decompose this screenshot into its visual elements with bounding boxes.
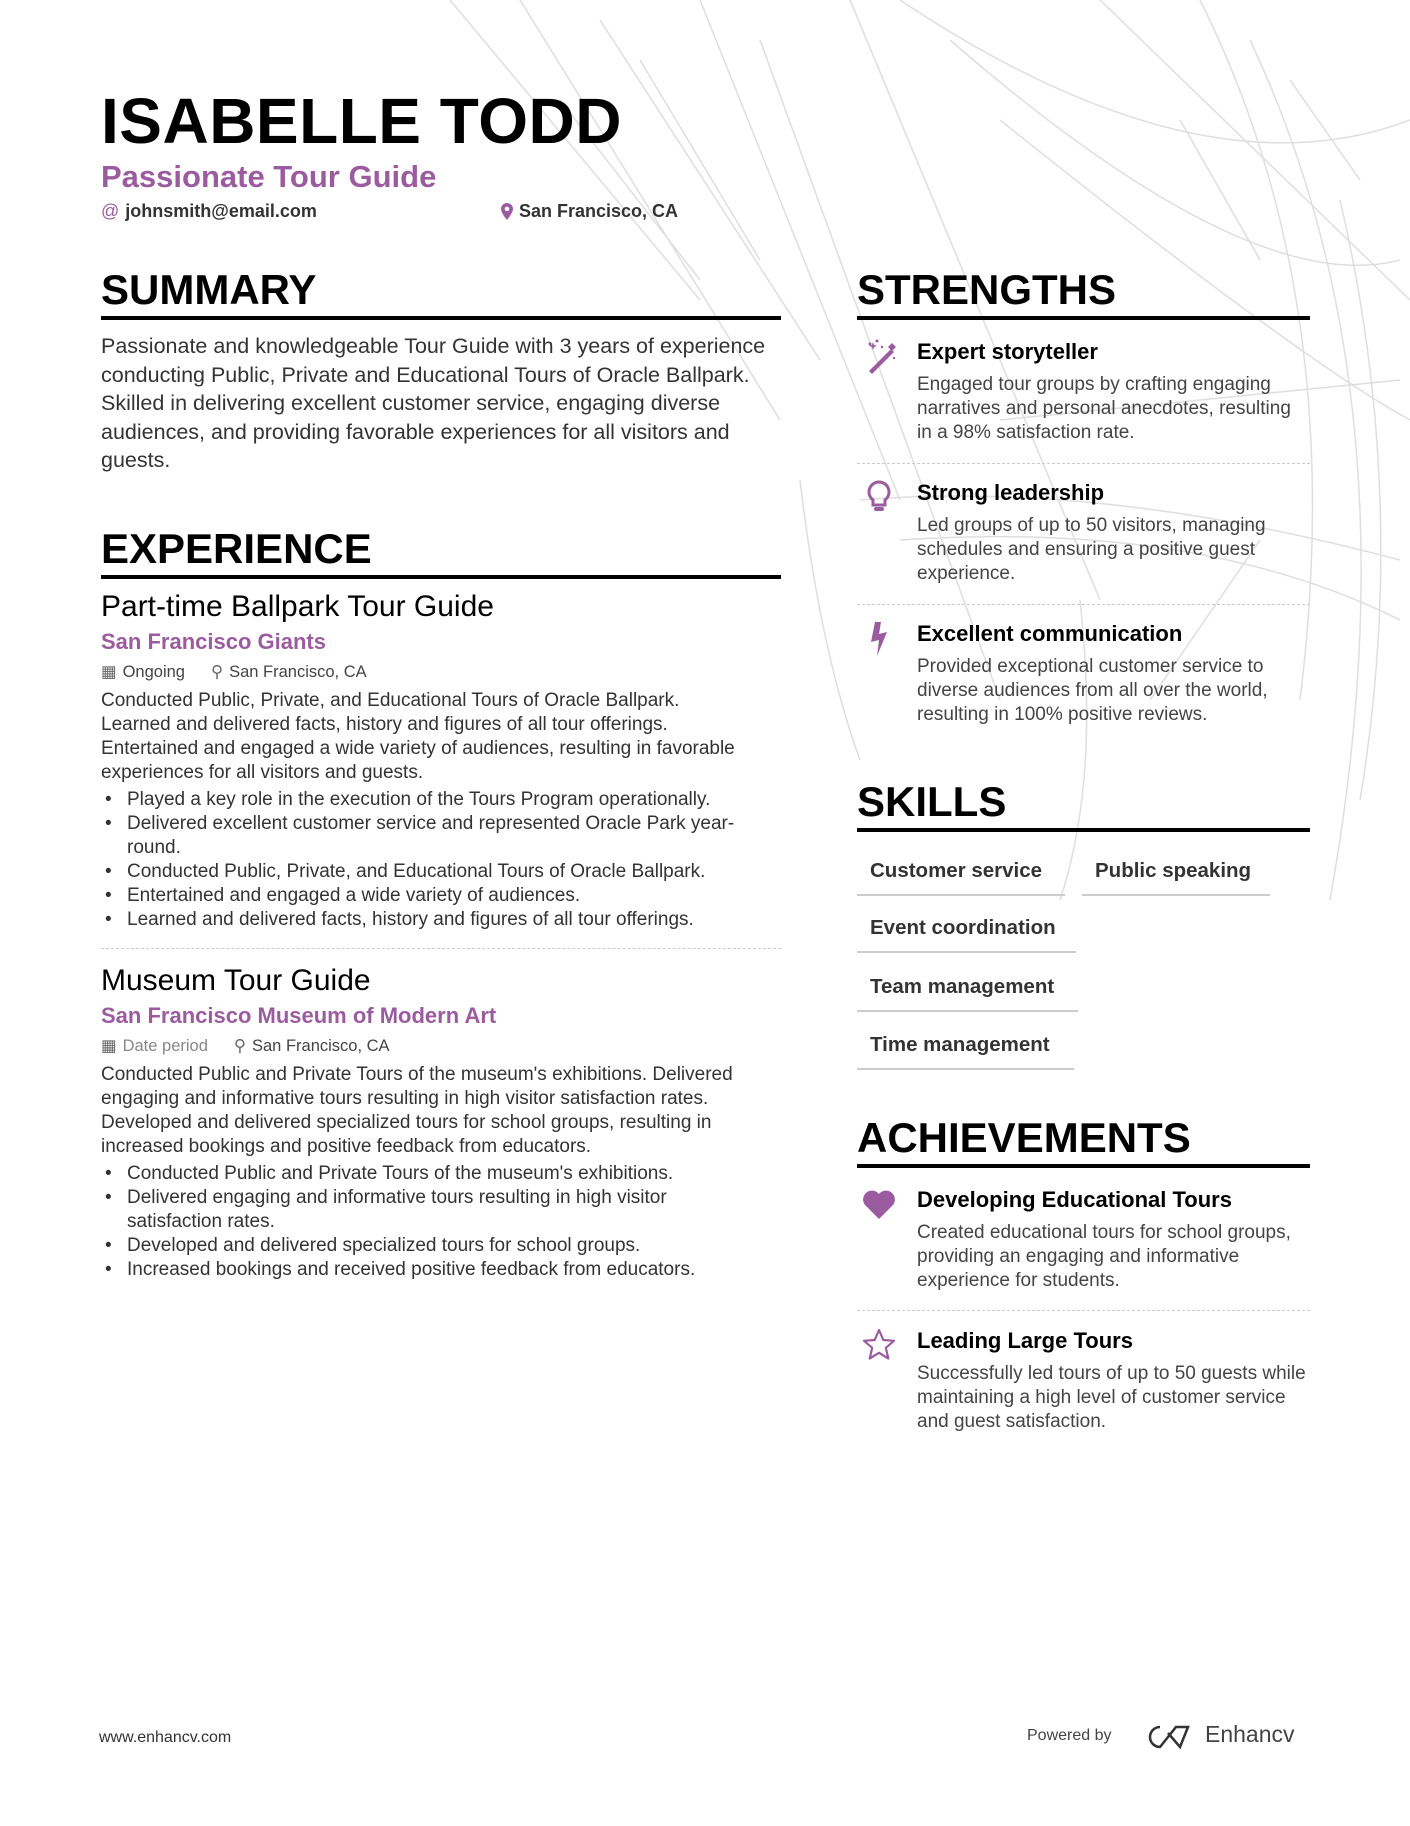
heart-icon xyxy=(861,1186,897,1222)
candidate-title: Passionate Tour Guide xyxy=(101,159,437,194)
powered-by-label: Powered by xyxy=(1027,1727,1112,1744)
magic-wand-icon xyxy=(861,338,897,374)
achievement-item xyxy=(857,1186,1310,1293)
bullet-item: • Developed and delivered specialized tours for school groups. xyxy=(101,1234,741,1258)
enhancv-brand[interactable]: Enhancv xyxy=(1205,1721,1295,1747)
job-date: Date period xyxy=(122,1037,208,1055)
email-contact[interactable] xyxy=(101,201,317,222)
job-location: San Francisco, CA xyxy=(229,663,367,681)
skill-tag: Public speaking xyxy=(1082,858,1270,896)
bullet-item: • Delivered engaging and informative tours resulting in high visitor satisfaction rates. xyxy=(101,1186,741,1234)
candidate-name: ISABELLE TODD xyxy=(101,85,622,157)
strength-item xyxy=(857,479,1310,586)
location-pin-icon: ⚲ xyxy=(233,1037,246,1055)
strength-description: Engaged tour groups by crafting engaging narratives and personal anecdotes, resulting in a 98% satisfaction rate. xyxy=(917,374,1291,443)
lightning-icon xyxy=(861,620,897,656)
skill-tag: Event coordination xyxy=(857,915,1076,953)
experience-section xyxy=(101,525,781,1282)
skill-tag: Team management xyxy=(857,974,1078,1012)
divider xyxy=(857,1310,1310,1311)
enhancv-logo-icon xyxy=(1146,1723,1194,1751)
bullet-item: • Played a key role in the execution of the Tours Program operationally. xyxy=(101,788,781,812)
bullet-item: • Increased bookings and received positive feedback from educators. xyxy=(101,1258,781,1282)
divider xyxy=(857,463,1310,464)
achievements-heading: ACHIEVEMENTS xyxy=(857,1114,1310,1168)
footer-website[interactable]: www.enhancv.com xyxy=(99,1729,232,1746)
job-title: Part-time Ballpark Tour Guide xyxy=(101,590,494,623)
job-meta xyxy=(101,1035,781,1057)
bullet-item: • Delivered excellent customer service and represented Oracle Park year-round. xyxy=(101,812,771,860)
job-bullets xyxy=(101,1162,741,1282)
job-description: Conducted Public, Private, and Educational Tours of Oracle Ballpark. Learned and delivered facts, history and figures of all tour offerings. Entertained and engaged a wide variety of audiences, resulting in favorable experiences for all visitors and guests. xyxy=(101,690,735,783)
job-description: Conducted Public and Private Tours of the museum's exhibitions. Delivered engaging and informative tours resulting in high visitor satisfaction rates. Developed and delivered specialized tours for school groups, resulting in increased bookings and positive feedback from educators. xyxy=(101,1064,733,1157)
summary-heading: SUMMARY xyxy=(101,266,781,320)
bullet-item: • Conducted Public, Private, and Educational Tours of Oracle Ballpark. xyxy=(101,860,781,884)
skill-tag: Time management xyxy=(857,1032,1074,1070)
strength-description: Led groups of up to 50 visitors, managing schedules and ensuring a positive guest experience. xyxy=(917,515,1266,584)
job-bullets xyxy=(101,788,781,932)
strength-title: Strong leadership xyxy=(917,480,1105,505)
strength-title: Excellent communication xyxy=(917,621,1183,646)
achievements-section xyxy=(857,1114,1310,1464)
strength-item xyxy=(857,620,1310,727)
job-title: Museum Tour Guide xyxy=(101,964,371,997)
bullet-item: • Learned and delivered facts, history and figures of all tour offerings. xyxy=(101,908,781,932)
calendar-icon: ▦ xyxy=(101,663,117,681)
job-entry xyxy=(101,589,781,932)
experience-heading: EXPERIENCE xyxy=(101,525,781,579)
achievement-title: Developing Educational Tours xyxy=(917,1187,1232,1212)
strength-item xyxy=(857,338,1310,445)
achievement-item xyxy=(857,1327,1310,1434)
bullet-item: • Conducted Public and Private Tours of the museum's exhibitions. xyxy=(101,1162,741,1186)
job-location: San Francisco, CA xyxy=(252,1037,390,1055)
skill-tag: Customer service xyxy=(857,858,1065,896)
achievement-description: Created educational tours for school groups, providing an engaging and informative experience for students. xyxy=(917,1222,1291,1291)
achievement-title: Leading Large Tours xyxy=(917,1328,1133,1353)
strengths-section xyxy=(857,266,1310,766)
company-name: San Francisco Giants xyxy=(101,629,326,654)
lightbulb-icon xyxy=(861,479,897,515)
location-pin-icon: ⚲ xyxy=(210,663,224,681)
location-contact xyxy=(501,201,678,222)
strength-description: Provided exceptional customer service to diverse audiences from all over the world, resulting in 100% positive reviews. xyxy=(917,656,1268,725)
achievement-description: Successfully led tours of up to 50 guests while maintaining a high level of customer service and guest satisfaction. xyxy=(917,1363,1306,1432)
location-pin-icon xyxy=(501,203,513,220)
strength-title: Expert storyteller xyxy=(917,339,1098,364)
at-icon: @ xyxy=(101,201,120,221)
divider xyxy=(101,948,781,949)
bullet-item: • Entertained and engaged a wide variety of audiences. xyxy=(101,884,781,908)
location-text: San Francisco, CA xyxy=(519,201,679,221)
summary-section xyxy=(101,266,781,475)
star-icon xyxy=(861,1327,897,1363)
strengths-heading: STRENGTHS xyxy=(857,266,1310,320)
calendar-icon: ▦ xyxy=(101,1037,117,1055)
skills-section xyxy=(857,778,1310,1078)
job-entry xyxy=(101,963,781,1282)
email-text: johnsmith@email.com xyxy=(125,201,317,221)
job-date: Ongoing xyxy=(122,663,185,681)
divider xyxy=(857,604,1310,605)
summary-text: Passionate and knowledgeable Tour Guide with 3 years of experience conducting Public, Private and Educational Tours of Oracle Ballpark. Skilled in delivering excellent customer service, engaging diverse audiences, and providing favorable experiences for all visitors and guests. xyxy=(101,334,766,472)
skills-heading: SKILLS xyxy=(857,778,1310,832)
company-name: San Francisco Museum of Modern Art xyxy=(101,1003,497,1028)
job-meta xyxy=(101,661,781,683)
